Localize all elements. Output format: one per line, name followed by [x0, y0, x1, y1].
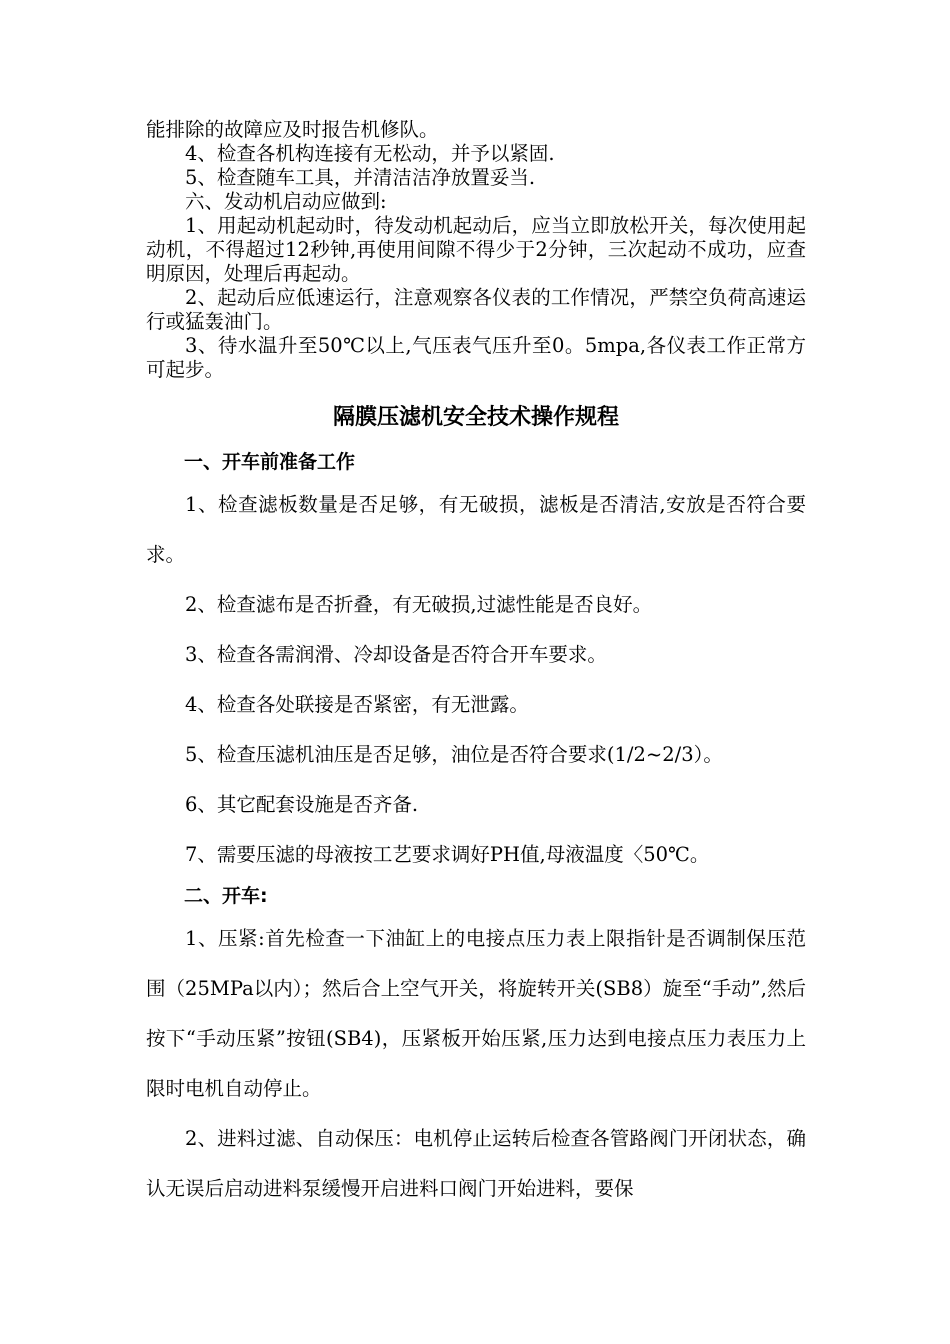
paragraph-item-5: 5、检查随车工具，并清洁洁净放置妥当. [185, 166, 536, 189]
prep-item-1: 1、检查滤板数量是否足够，有无破损，滤板是否清洁,安放是否符合要求。 [146, 493, 806, 566]
prep-item-3: 3、检查各需润滑、冷却设备是否符合开车要求。 [185, 643, 607, 666]
paragraph-start-1: 1、用起动机起动时，待发动机起动后，应当立即放松开关，每次使用起动机，不得超过12秒钟,再使用间隙不得少于2分钟，三次起动不成功，应查明原因，处理后再起动。 [146, 214, 806, 285]
prep-item-5: 5、检查压滤机油压是否足够，油位是否符合要求(1/2~2/3）。 [185, 743, 723, 766]
prep-item-7: 7、需要压滤的母液按工艺要求调好PH值,母液温度〈50℃。 [185, 843, 710, 866]
run-item-1: 1、压紧:首先检查一下油缸上的电接点压力表上限指针是否调制保压范围（25MPa以内）；然后合上空气开关，将旋转开关(SB8）旋至“手动”,然后按下“手动压紧”按钮(SB4)，压紧板开始压紧,压力达到电接点压力表压力上限时电机自动停止。 [146, 927, 806, 1100]
paragraph-continuation: 能排除的故障应及时报告机修队。 [146, 118, 439, 141]
prep-item-2: 2、检查滤布是否折叠，有无破损,过滤性能是否良好。 [185, 593, 653, 616]
section-six-heading: 六、发动机启动应做到: [185, 190, 387, 213]
document-title: 隔膜压滤机安全技术操作规程 [332, 405, 619, 430]
paragraph-item-4: 4、检查各机构连接有无松动，并予以紧固. [185, 142, 555, 165]
paragraph-start-2: 2、起动后应低速运行，注意观察各仪表的工作情况，严禁空负荷高速运行或猛轰油门。 [146, 286, 806, 333]
heading-run: 二、开车: [184, 885, 268, 907]
document-page [146, 118, 806, 1214]
prep-item-6: 6、其它配套设施是否齐备. [185, 793, 419, 816]
prep-item-4: 4、检查各处联接是否紧密，有无泄露。 [185, 693, 529, 716]
paragraph-start-3: 3、待水温升至50℃以上,气压表气压升至0。5mpa,各仪表工作正常方可起步。 [146, 334, 806, 381]
heading-prep: 一、开车前准备工作 [184, 451, 356, 473]
run-item-2: 2、进料过滤、自动保压：电机停止运转后检查各管路阀门开闭状态，确认无误后启动进料泵缓慢开启进料口阀门开始进料，要保 [146, 1127, 806, 1200]
